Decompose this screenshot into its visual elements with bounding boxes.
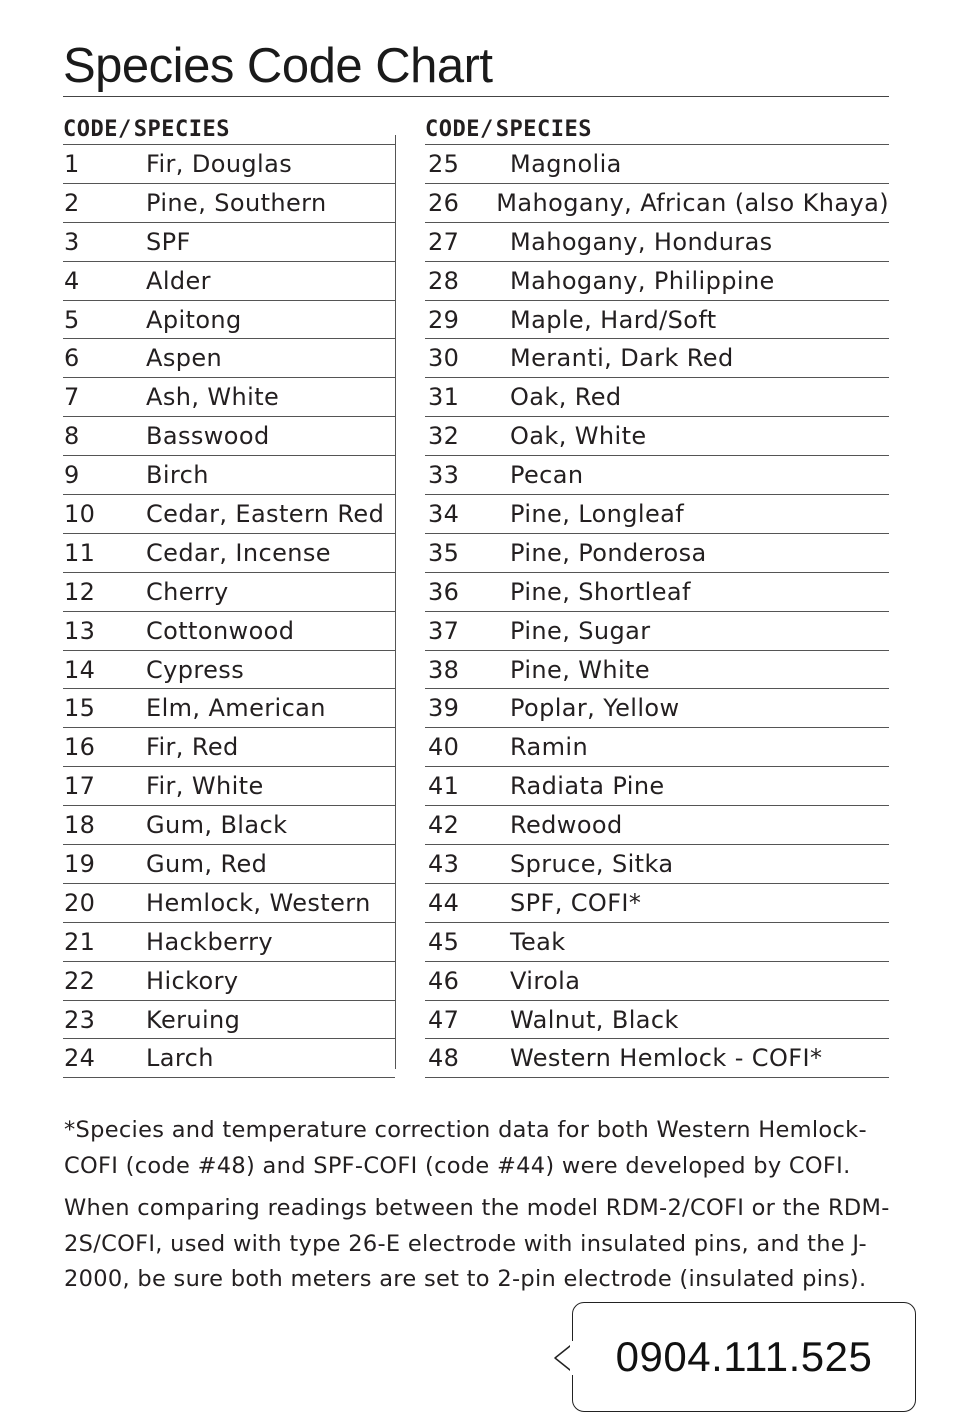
species-name: SPF: [146, 227, 191, 256]
species-code: 36: [428, 577, 460, 606]
species-name: Larch: [146, 1044, 214, 1073]
species-code: 18: [64, 811, 96, 840]
species-name: Hackberry: [146, 927, 273, 956]
species-code: 43: [428, 849, 460, 878]
species-code: 2: [64, 188, 80, 217]
species-code: 13: [64, 616, 96, 645]
species-code: 42: [428, 811, 460, 840]
table-row: [63, 456, 395, 495]
table-row: [425, 923, 889, 962]
table-row: [63, 534, 395, 573]
title-divider: [63, 96, 889, 97]
species-code: 24: [64, 1044, 96, 1073]
species-name: Elm, American: [146, 694, 326, 723]
species-name: Apitong: [146, 305, 242, 334]
species-code: 34: [428, 499, 460, 528]
species-name: Ash, White: [146, 383, 280, 412]
species-code: 7: [64, 383, 80, 412]
species-name: Hickory: [146, 966, 239, 995]
species-name: Hemlock, Western: [146, 888, 371, 917]
species-name: Western Hemlock - COFI*: [510, 1044, 823, 1073]
species-code: 15: [64, 694, 96, 723]
species-name: Walnut, Black: [510, 1005, 679, 1034]
bubble-tail-mask: [570, 1341, 576, 1375]
species-code: 29: [428, 305, 460, 334]
table-row: [425, 534, 889, 573]
header-species: SPECIES: [133, 117, 230, 142]
species-code: 26: [428, 188, 460, 217]
table-body-right: [425, 145, 889, 1078]
species-name: Fir, Red: [146, 733, 239, 762]
species-code: 40: [428, 733, 460, 762]
species-table-right: [425, 108, 889, 1078]
species-code: 31: [428, 383, 460, 412]
table-row: [63, 689, 395, 728]
species-code: 41: [428, 772, 460, 801]
species-name: Mahogany, Honduras: [510, 227, 773, 256]
species-name: Magnolia: [510, 149, 622, 178]
species-code: 10: [64, 499, 96, 528]
table-row: [63, 651, 395, 690]
species-name: Pine, Shortleaf: [510, 577, 691, 606]
table-row: [63, 495, 395, 534]
species-name: Oak, White: [510, 422, 647, 451]
table-row: [63, 612, 395, 651]
notes-section: [64, 1113, 904, 1305]
species-code: 39: [428, 694, 460, 723]
table-row: [63, 1001, 395, 1040]
species-code: 1: [64, 149, 80, 178]
species-code: 6: [64, 344, 80, 373]
species-name: Pine, White: [510, 655, 651, 684]
species-code: 11: [64, 538, 96, 567]
species-code: 4: [64, 266, 80, 295]
table-row: [425, 651, 889, 690]
species-code: 48: [428, 1044, 460, 1073]
table-row: [425, 573, 889, 612]
phone-number: 0904.111.525: [615, 1333, 873, 1380]
species-code: 12: [64, 577, 96, 606]
species-code: 25: [428, 149, 460, 178]
species-code: 35: [428, 538, 460, 567]
column-divider: [395, 135, 396, 1069]
species-code: 30: [428, 344, 460, 373]
table-row: [63, 378, 395, 417]
species-name: Mahogany, African (also Khaya): [496, 188, 889, 217]
footnote-text: *Species and temperature correction data for both Western Hemlock-COFI (code #48) and SPF-COFI (code #44) were developed by COFI.: [64, 1117, 867, 1179]
table-row: [425, 1001, 889, 1040]
table-row: [63, 145, 395, 184]
species-name: Fir, Douglas: [146, 149, 293, 178]
species-name: Meranti, Dark Red: [510, 344, 734, 373]
species-code: 19: [64, 849, 96, 878]
species-code: 38: [428, 655, 460, 684]
table-row: [63, 767, 395, 806]
species-name: Teak: [510, 927, 566, 956]
table-row: [425, 223, 889, 262]
species-name: Cypress: [146, 655, 245, 684]
species-code: 22: [64, 966, 96, 995]
species-code: 32: [428, 422, 460, 451]
species-code: 27: [428, 227, 460, 256]
table-row: [425, 845, 889, 884]
species-name: Cherry: [146, 577, 229, 606]
species-name: Oak, Red: [510, 383, 622, 412]
species-name: Spruce, Sitka: [510, 849, 674, 878]
species-name: Ramin: [510, 733, 589, 762]
species-name: SPF, COFI*: [510, 888, 642, 917]
table-row: [63, 573, 395, 612]
species-name: Radiata Pine: [510, 772, 665, 801]
species-name: Pine, Sugar: [510, 616, 651, 645]
table-row: [425, 456, 889, 495]
species-code: 17: [64, 772, 96, 801]
table-row: [425, 689, 889, 728]
comparison-note: When comparing readings between the model RDM-2/COFI or the RDM-2S/COFI, used with type 26-E electrode with insulated pins, and the J-2000, be sure both meters are set to 2-pin electrode (insulated pins).: [64, 1195, 890, 1292]
species-code: 44: [428, 888, 460, 917]
species-code: 23: [64, 1005, 96, 1034]
table-row: [63, 184, 395, 223]
table-row: [63, 223, 395, 262]
table-header-left: [63, 108, 395, 145]
species-name: Cottonwood: [146, 616, 295, 645]
table-row: [63, 962, 395, 1001]
species-code: 9: [64, 461, 80, 490]
species-code: 37: [428, 616, 460, 645]
table-row: [63, 417, 395, 456]
species-code: 21: [64, 927, 96, 956]
table-row: [63, 339, 395, 378]
species-code: 5: [64, 305, 80, 334]
species-code: 46: [428, 966, 460, 995]
species-code: 3: [64, 227, 80, 256]
table-row: [425, 962, 889, 1001]
species-name: Pine, Longleaf: [510, 499, 685, 528]
table-row: [425, 417, 889, 456]
table-row: [425, 262, 889, 301]
species-code: 8: [64, 422, 80, 451]
species-name: Cedar, Incense: [146, 538, 331, 567]
species-code: 45: [428, 927, 460, 956]
species-name: Mahogany, Philippine: [510, 266, 775, 295]
species-name: Pine, Ponderosa: [510, 538, 707, 567]
species-name: Cedar, Eastern Red: [146, 499, 385, 528]
table-row: [425, 806, 889, 845]
species-table-left: [63, 108, 395, 1078]
species-name: Maple, Hard/Soft: [510, 305, 717, 334]
table-row: [425, 884, 889, 923]
table-row: [63, 806, 395, 845]
species-name: Fir, White: [146, 772, 264, 801]
table-header-right: [425, 108, 889, 145]
species-code: 47: [428, 1005, 460, 1034]
species-code: 33: [428, 461, 460, 490]
table-row: [63, 301, 395, 340]
table-row: [425, 728, 889, 767]
species-name: Poplar, Yellow: [510, 694, 680, 723]
species-code: 28: [428, 266, 460, 295]
table-row: [425, 378, 889, 417]
species-name: Pecan: [510, 461, 584, 490]
header-slash: /: [117, 117, 132, 142]
header-code: CODE: [63, 117, 118, 142]
species-name: Virola: [510, 966, 581, 995]
phone-bubble: [572, 1302, 916, 1412]
table-body-left: [63, 145, 395, 1078]
species-name: Alder: [146, 266, 211, 295]
table-row: [63, 884, 395, 923]
species-code: 20: [64, 888, 96, 917]
header-species: SPECIES: [495, 117, 592, 142]
species-code: 16: [64, 733, 96, 762]
table-row: [425, 301, 889, 340]
table-row: [63, 728, 395, 767]
species-name: Gum, Black: [146, 811, 288, 840]
table-row: [63, 845, 395, 884]
species-name: Gum, Red: [146, 849, 268, 878]
table-row: [425, 767, 889, 806]
species-code: 14: [64, 655, 96, 684]
table-row: [63, 923, 395, 962]
table-row: [425, 612, 889, 651]
species-name: Keruing: [146, 1005, 241, 1034]
table-row: [63, 262, 395, 301]
table-row: [63, 1039, 395, 1078]
table-row: [425, 339, 889, 378]
table-row: [425, 145, 889, 184]
page-title: Species Code Chart: [63, 39, 493, 93]
header-slash: /: [479, 117, 494, 142]
species-name: Basswood: [146, 422, 270, 451]
species-name: Pine, Southern: [146, 188, 327, 217]
species-name: Aspen: [146, 344, 223, 373]
table-row: [425, 184, 889, 223]
header-code: CODE: [425, 117, 480, 142]
table-row: [425, 1039, 889, 1078]
species-name: Redwood: [510, 811, 623, 840]
table-row: [425, 495, 889, 534]
species-name: Birch: [146, 461, 209, 490]
